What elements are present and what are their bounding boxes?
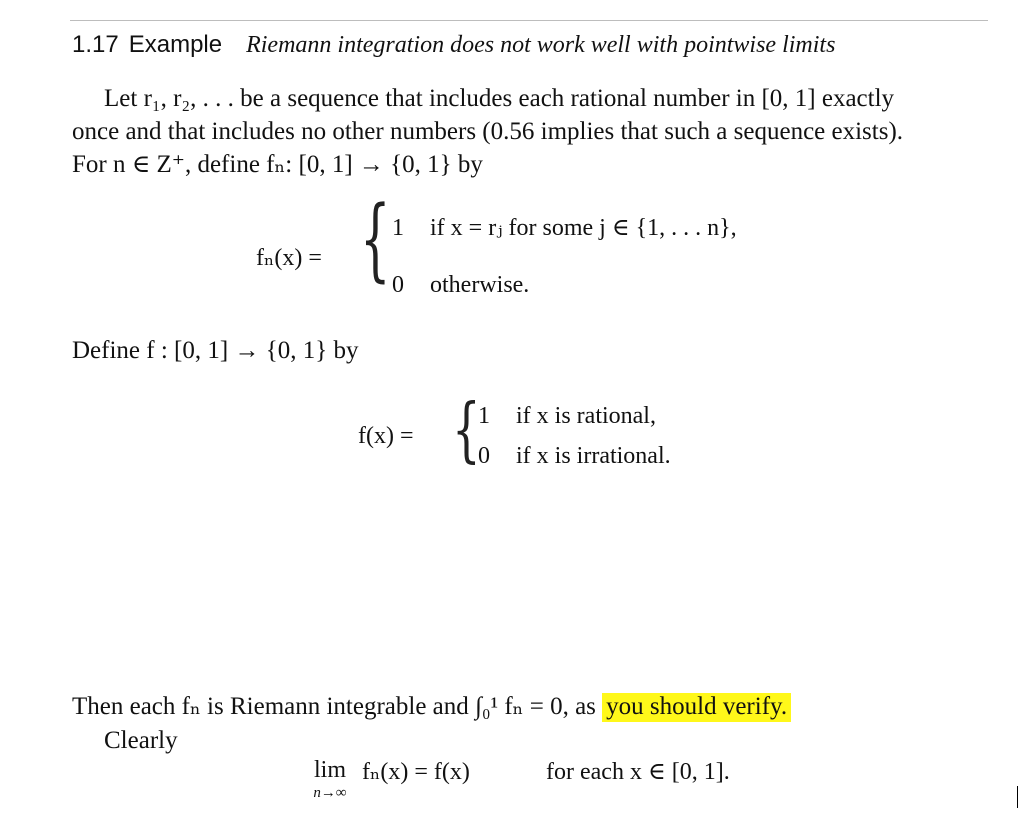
para1-line3: For n ∈ Z⁺, define fₙ: [0, 1] → {0, 1} by (72, 151, 483, 178)
eq2-case2-value: 0 (478, 443, 490, 469)
eq3-lim-word: lim (313, 757, 346, 783)
eq2-case2-condition: if x is irrational. (516, 443, 671, 469)
eq2-lhs: f(x) = (358, 423, 414, 449)
para3-text: Then each fₙ is Riemann integrable and ∫₀¹ fₙ = 0, as (72, 693, 596, 720)
para3-line2: Clearly (104, 727, 178, 754)
text-cursor (1017, 786, 1018, 808)
eq1-lhs: fₙ(x) = (256, 245, 322, 271)
eq1-case2-condition: otherwise. (430, 272, 530, 298)
para1-line1: Let r₁, r₂, . . . be a sequence that includes each rational number in [0, 1] exactly (104, 85, 895, 112)
eq3-condition: for each x ∈ [0, 1]. (546, 759, 730, 785)
eq1-brace: { (360, 189, 391, 294)
eq3-expression: fₙ(x) = f(x) (362, 759, 470, 785)
top-rule (70, 20, 988, 21)
para2-line1: Define f : [0, 1] → {0, 1} by (72, 337, 359, 364)
para1-line2: once and that includes no other numbers (0.56 implies that such a sequence exists). (72, 118, 904, 145)
para3-line1 (72, 690, 791, 723)
example-title: Riemann integration does not work well with pointwise limits (246, 32, 836, 58)
example-label: Example (128, 31, 223, 58)
eq3-lim-subscript: n→∞ (313, 785, 347, 801)
eq1-case2-value: 0 (392, 272, 404, 298)
eq1-case1-condition: if x = rⱼ for some j ∈ {1, . . . n}, (430, 215, 737, 241)
example-number: 1.17 (72, 31, 119, 58)
eq3-limit (306, 755, 354, 801)
eq2-case1-condition: if x is rational, (516, 403, 656, 429)
eq2-case1-value: 1 (478, 403, 490, 429)
example-heading (72, 28, 835, 62)
eq1-case1-value: 1 (392, 215, 404, 241)
eq2-brace: { (452, 389, 481, 473)
highlighted-text[interactable]: you should verify. (602, 693, 791, 722)
